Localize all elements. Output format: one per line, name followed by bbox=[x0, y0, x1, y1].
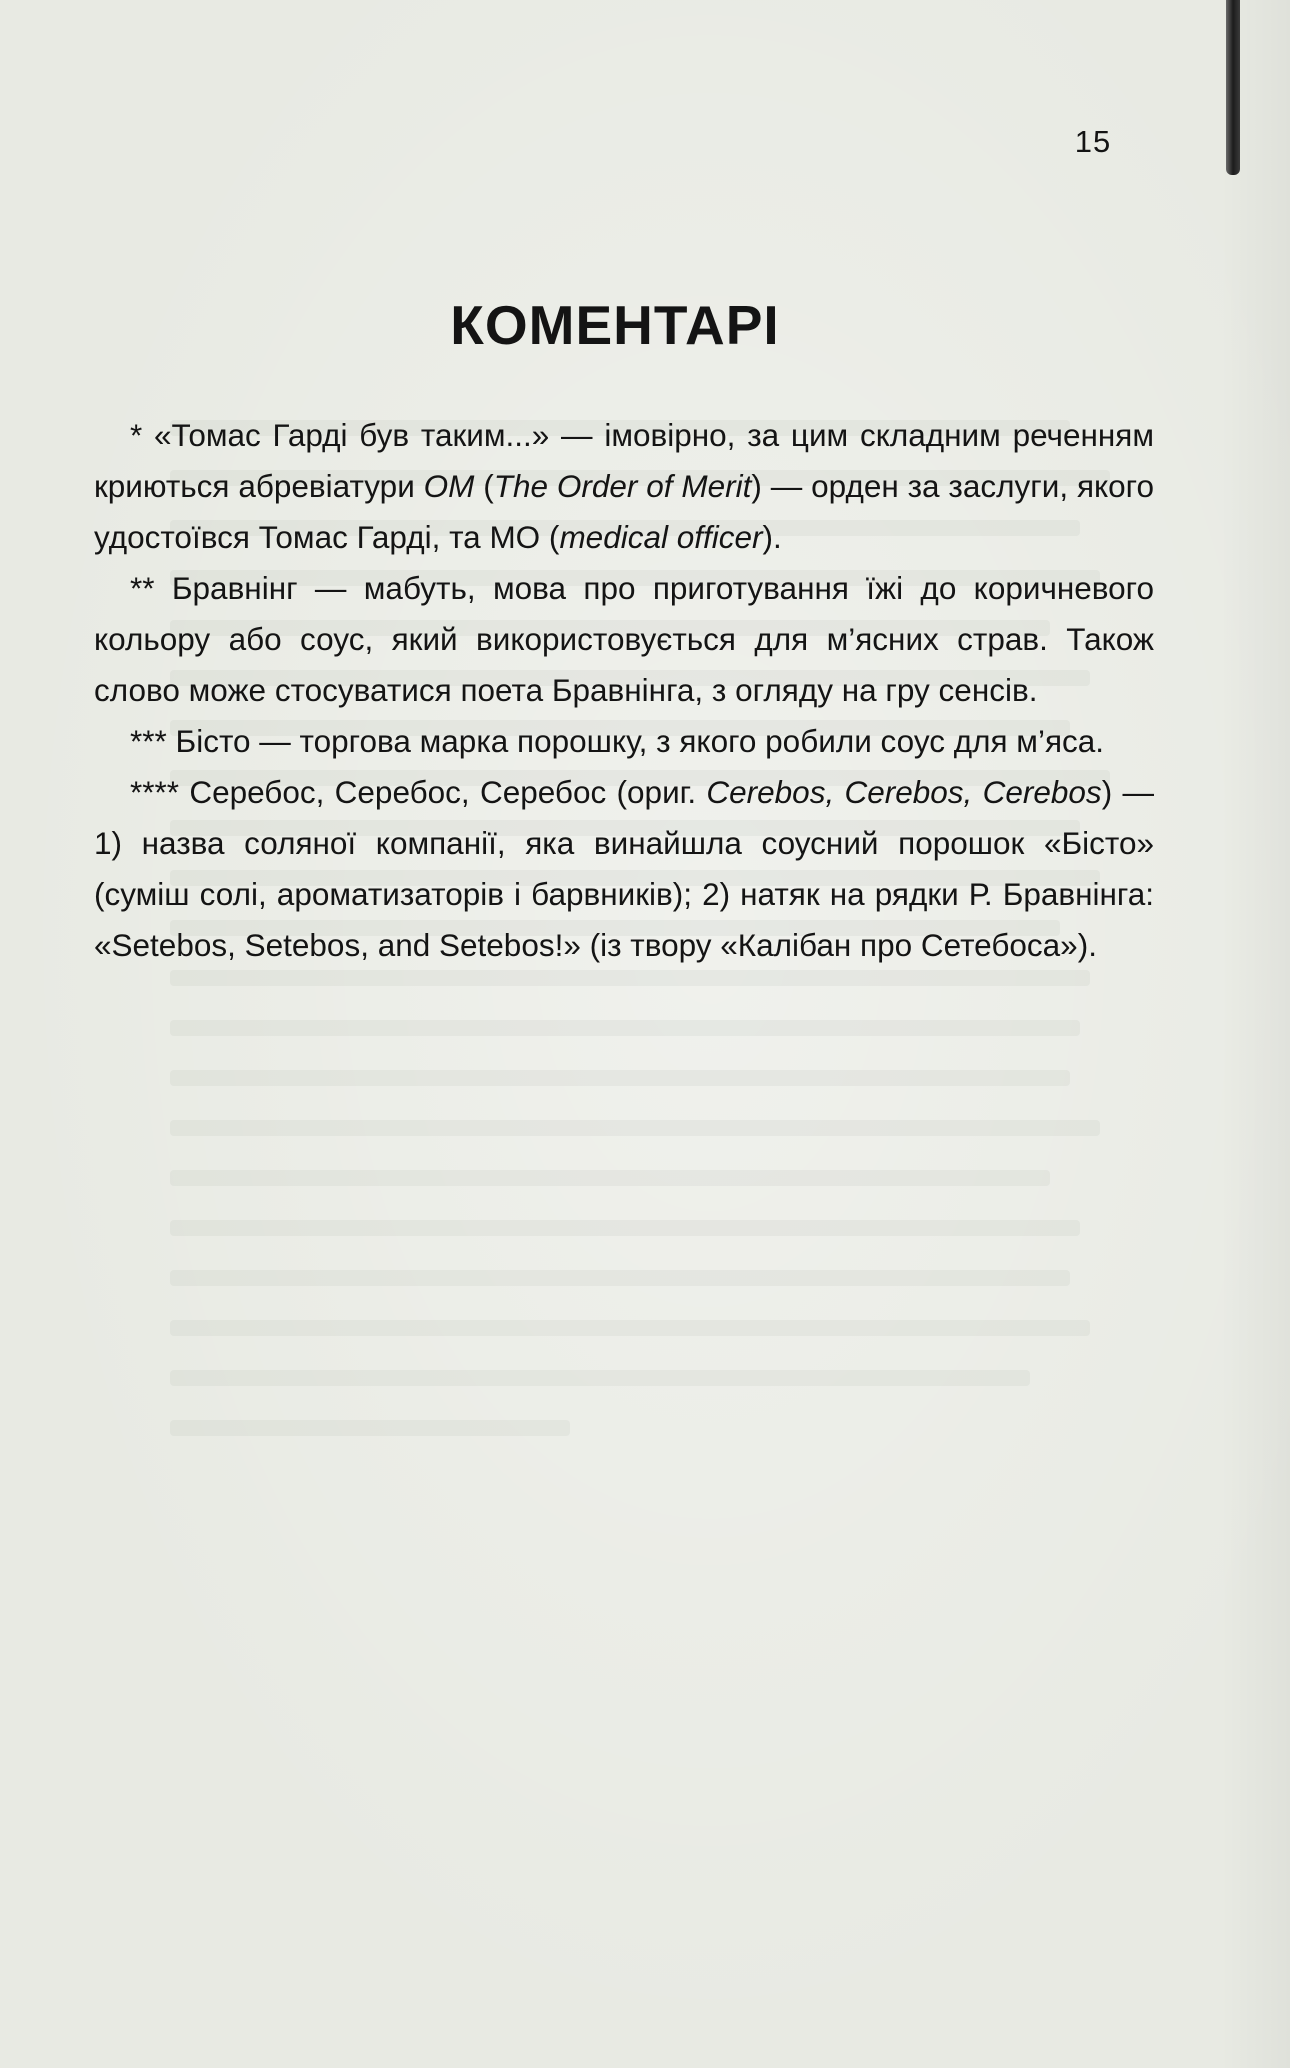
footnote-4: **** Серебос, Серебос, Серебос (ориг. Cerebos, Cerebos, Cerebos) — 1) назва соляної компанії, яка винайшла соусний порошок «Бісто» (суміш солі, ароматизаторів і барвників); 2) натяк на рядки Р. Бравнінга: «Setebos, Setebos, and Setebos!» (із твору «Калібан про Сетебоса»). bbox=[94, 774, 1154, 963]
binding-edge-strip bbox=[1226, 0, 1240, 175]
footnote-2: ** Бравнінг — мабуть, мова про приготування їжі до коричневого кольору або соус, який використовується для м’ясних страв. Також слово може стосуватися поета Бравнінга, з огляду на гру сенсів. bbox=[94, 570, 1154, 708]
page-number: 15 bbox=[1074, 124, 1112, 159]
footnote-3: *** Бісто — торгова марка порошку, з якого робили соус для м’яса. bbox=[130, 723, 1105, 759]
footnotes bbox=[94, 410, 1154, 971]
section-title: КОМЕНТАРІ bbox=[450, 294, 780, 356]
page-edge-shadow bbox=[1220, 0, 1290, 2068]
footnote-1: * «Томас Гарді був таким...» — імовірно, за цим складним реченням криються абревіатури OM (The Order of Merit) — орден за заслуги, якого удостоївся Томас Гарді, та MO (medical officer). bbox=[94, 417, 1154, 555]
